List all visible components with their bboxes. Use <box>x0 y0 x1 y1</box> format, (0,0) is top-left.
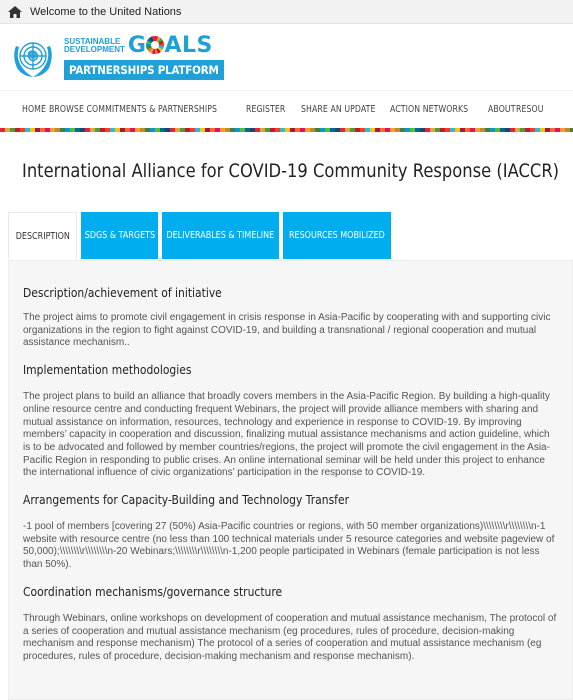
nav-action-networks[interactable]: ACTION NETWORKS <box>390 104 469 115</box>
home-icon[interactable] <box>8 6 22 18</box>
logo-line-development: DEVELOPMENT <box>64 44 125 54</box>
logo-subtitle: PARTNERSHIPS PLATFORM <box>64 60 224 80</box>
section-body: -1 pool of members [covering 27 (50%) Asia-Pacific countries or regions, with 50 member organizations)\\\\\\\\r\\\\\\\\n-1 website with resource centre (no less than 100 technical materials under 5 resource categories and website pageview of 50,000);\\\\\\\\r\\\\\\\\n-20 Webinars;\\\\\\\\r\\\\\\\\n-1,200 people participated in Webinars (female participation is not less than 50%). <box>23 521 555 571</box>
site-header <box>0 24 573 90</box>
section-heading: Implementation methodologies <box>23 362 192 378</box>
section-heading: Coordination mechanisms/governance structure <box>23 583 283 599</box>
description-panel <box>8 260 573 700</box>
page-title: International Alliance for COVID-19 Community Response (IACCR) <box>22 160 560 182</box>
tab-sdgs-targets[interactable]: SDGS & TARGETS <box>81 212 158 259</box>
logo-goals-wordmark: G ALS <box>127 32 213 58</box>
tab-description[interactable]: DESCRIPTION <box>8 212 77 259</box>
tab-bar <box>0 212 573 259</box>
top-utility-bar <box>0 0 573 24</box>
nav-browse-commitments[interactable]: BROWSE COMMITMENTS & PARTNERSHIPS <box>48 104 217 115</box>
tab-resources-mobilized[interactable]: RESOURCES MOBILIZED <box>283 212 391 259</box>
nav-about[interactable]: ABOUT <box>488 104 517 115</box>
section-body: The project aims to promote civil engagement in crisis response in Asia-Pacific by cooperating with and supporting civic organizations in the region to fight against COVID-19, and building a transnational / regional cooperation and mutual assistance mechanism.. <box>23 312 551 349</box>
un-emblem-icon[interactable] <box>8 32 58 82</box>
section-body: Through Webinars, online workshops on development of cooperation and mutual assistance mechanism, The protocol of a series of cooperation and mutual assistance mechanism (eg procedures, rules of procedure, decision-making mechanism and response mechanism) The protocol of a series of cooperation and mutual assistance mechanism (eg procedures, rules of procedure, decision-making mechanism and response mechanism). <box>23 612 557 662</box>
welcome-link[interactable]: Welcome to the United Nations <box>30 5 182 18</box>
nav-register[interactable]: REGISTER <box>246 104 286 115</box>
logo-line-sustainable: SUSTAINABLE <box>64 36 121 46</box>
section-body: The project plans to build an alliance that broadly covers members in the Asia-Pacific Region. By building a high-quality online resource centre and conducting frequent Webinars, the project will provide alliance members with sharing and mutual assistance on information, resources, technology and experience in response to COVID-19. By improving members’ capacity in cooperation and discussion, finalizing mutual assistance mechanisms and action guideline, which is to be advocated and followed by member countries/regions, the project will promote the civil engagement in the Asia-Pacific Region in responding to public crises. An online international seminar will be held under this project to enhance the international influence of civic organizations’ participation in the response to COVID-19. <box>23 391 550 479</box>
tab-deliverables-timeline[interactable]: DELIVERABLES & TIMELINE <box>162 212 279 259</box>
page-title-area <box>0 132 573 210</box>
sdg-wheel-icon <box>146 36 164 54</box>
sdg-partnerships-logo[interactable] <box>64 32 224 80</box>
section-heading: Description/achievement of initiative <box>23 285 222 300</box>
nav-home[interactable]: HOME <box>22 104 46 115</box>
section-heading: Arrangements for Capacity-Building and Technology Transfer <box>23 492 349 508</box>
nav-share-update[interactable]: SHARE AN UPDATE <box>300 104 376 115</box>
main-navigation <box>0 90 573 128</box>
nav-resources[interactable]: RESOU <box>515 104 544 115</box>
